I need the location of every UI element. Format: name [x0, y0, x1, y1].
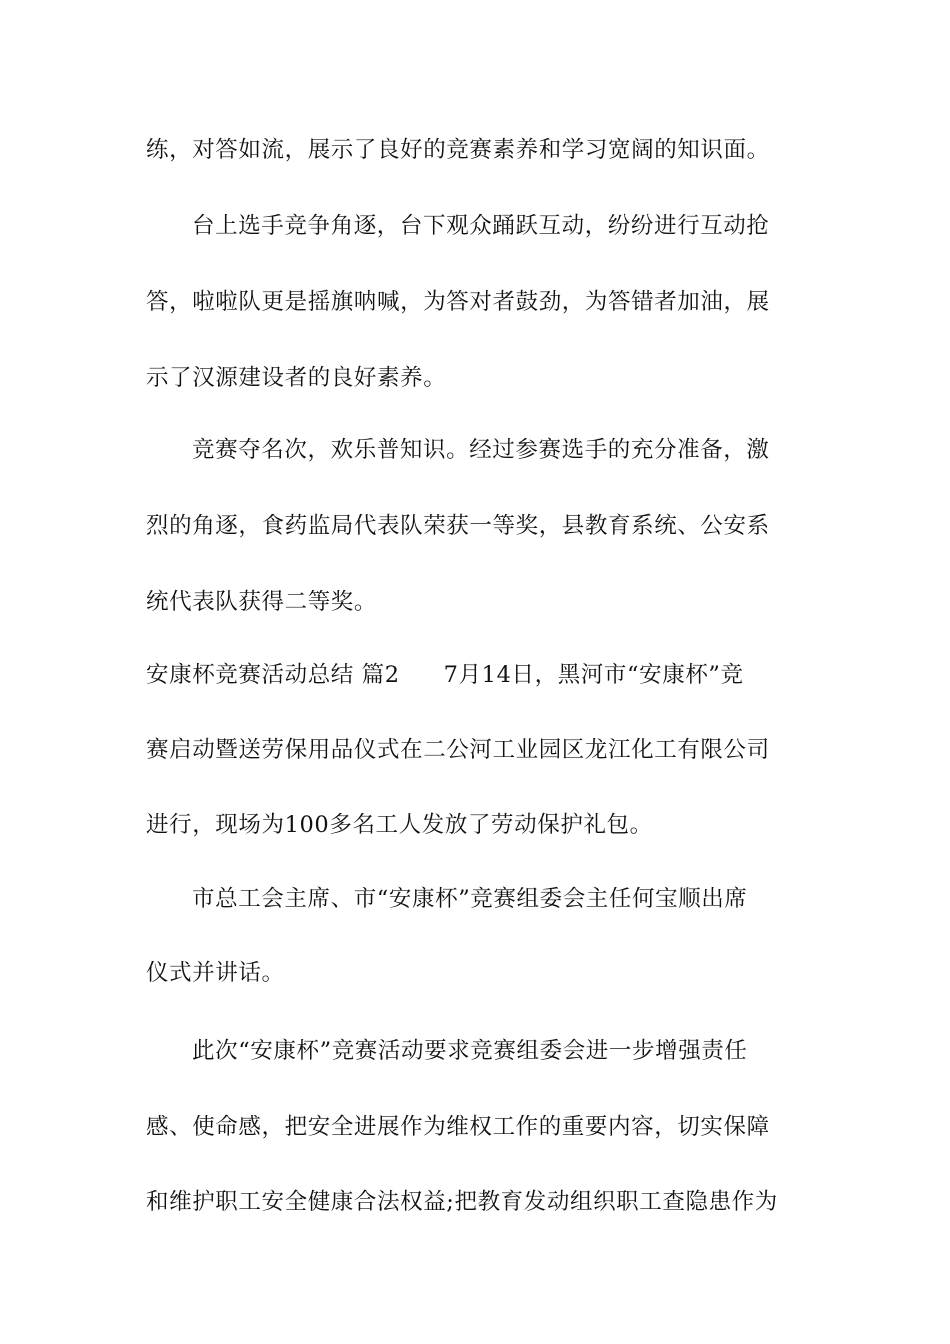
text-line: 市总工会主席、市“安康杯”竞赛组委会主任何宝顺出席: [192, 886, 748, 912]
text-line: 赛启动暨送劳保用品仪式在二公河工业园区龙江化工有限公司: [146, 737, 770, 763]
text-line: 统代表队获得二等奖。: [146, 589, 378, 615]
text-line: 练，对答如流，展示了良好的竞赛素养和学习宽阔的知识面。: [146, 137, 770, 163]
section-heading: 安康杯竞赛活动总结 篇2: [146, 662, 400, 688]
text-line: 烈的角逐，食药监局代表队荣获一等奖，县教育系统、公安系: [146, 513, 770, 539]
section-heading-line: [146, 655, 806, 695]
text-line: 和维护职工安全健康合法权益;把教育发动组织职工查隐患作为: [146, 1189, 778, 1215]
text-line: 进行，现场为100多名工人发放了劳动保护礼包。: [146, 812, 653, 838]
text-line: 此次“安康杯”竞赛活动要求竞赛组委会进一步增强责任: [192, 1038, 748, 1064]
text-line: 仪式并讲话。: [146, 960, 285, 986]
text-line: 台上选手竞争角逐，台下观众踊跃互动，纷纷进行互动抢: [192, 213, 770, 239]
text-line: 示了汉源建设者的良好素养。: [146, 365, 447, 391]
text-line: 答，啦啦队更是摇旗呐喊，为答对者鼓劲，为答错者加油，展: [146, 289, 770, 315]
section-first-line: 7月14日，黑河市“安康杯”竞: [443, 662, 744, 688]
text-line: 感、使命感，把安全进展作为维权工作的重要内容，切实保障: [146, 1114, 770, 1140]
text-line: 竞赛夺名次，欢乐普知识。经过参赛选手的充分准备，激: [192, 437, 770, 463]
